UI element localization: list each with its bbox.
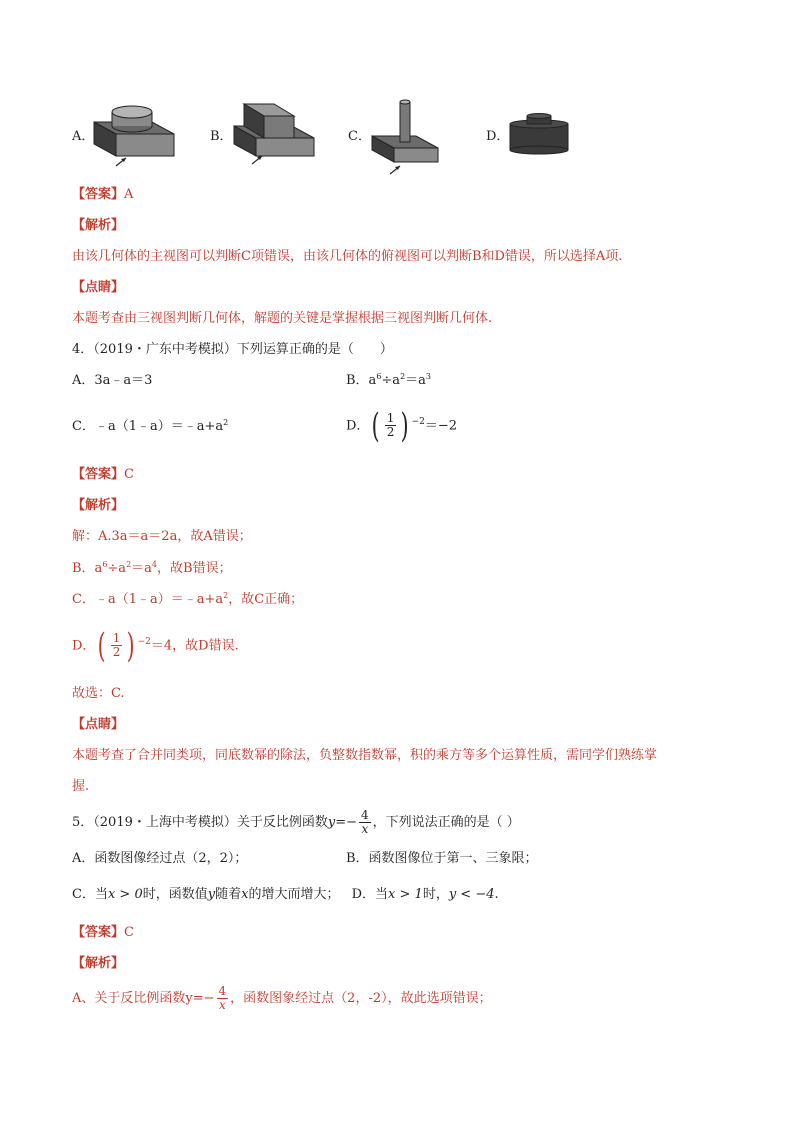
figure-c-block-with-pillar: [366, 98, 444, 176]
q4-option-c: C．$﹣a(1﹣a)=﹣a+a^2$: [72, 418, 229, 434]
option-d-label: D．: [486, 129, 510, 144]
paren-fraction: ( $\frac{1}{2}$ ): [372, 405, 409, 446]
q4-comment-tag: 【点睛】: [72, 717, 125, 732]
option-a-label: A．: [72, 129, 95, 144]
answer-value: A: [124, 187, 134, 202]
q3-comment-tag: 【点睛】: [72, 280, 125, 295]
option-b-label: B．: [210, 129, 233, 144]
q5-option-c-d: C．当x > 0时，函数值y随着x的增大而增大； D．当x > 1时，y < −4.: [72, 887, 499, 902]
q4-solution-2: B．$a^6\div a^2=a^4$，故B错误；: [72, 560, 232, 576]
q4-solution-4: D．( $\frac{1}{2}$ ) −2＝4，故D错误.: [72, 625, 239, 666]
q4-analysis-tag: 【解析】: [72, 498, 125, 513]
q5-option-b: B．函数图像位于第一、三象限；: [346, 851, 538, 866]
answer-tag: 【答案】: [72, 187, 125, 202]
q4-answer: 【答案】C: [72, 467, 134, 482]
q4-solution-1: 解：A.3a＝a＝2a，故A错误；: [72, 529, 252, 544]
q4-option-a: A．3a﹣a＝3: [72, 373, 153, 388]
q5-stem: 5．（2019・上海中考模拟）关于反比例函数y=− $\frac{4}{x}$ ，下列说法正确的是（ ）: [72, 808, 520, 836]
q4-comment-line-2: 握.: [72, 779, 90, 794]
q3-analysis-text: 由该几何体的主视图可以判断C项错误，由该几何体的俯视图可以判断B和D错误，所以选择A项.: [72, 249, 623, 264]
figure-d-stacked-cylinders: [506, 112, 572, 160]
figure-b-stepped-block: [230, 96, 320, 168]
q4-conclusion: 故选：C.: [72, 686, 125, 701]
option-c-label: C．: [348, 129, 371, 144]
q5-option-a: A．函数图像经过点（2，2）；: [72, 851, 248, 866]
q4-stem: 4．（2019・广东中考模拟）下列运算正确的是（ ）: [72, 342, 393, 357]
q4-option-b: B．$a^6\div a^2=a^3$: [346, 372, 432, 388]
q4-solution-3: C．$﹣a(1﹣a)=﹣a+a^2$，故C正确；: [72, 591, 304, 607]
figure-a-block-with-cylinder: [92, 98, 178, 170]
q4-option-d: D．( $\frac{1}{2}$ ) −2＝−2: [346, 404, 457, 449]
q3-answer: [72, 186, 133, 204]
q3-analysis-tag: 【解析】: [72, 218, 125, 233]
q5-analysis-tag: 【解析】: [72, 956, 125, 971]
q5-answer: 【答案】C: [72, 925, 134, 940]
q5-solution-a: A、关于反比例函数y=− $\frac{4}{x}$ ，函数图象经过点（2，-2），故此选项错误；: [72, 984, 492, 1012]
q3-comment-text: 本题考查由三视图判断几何体，解题的关键是掌握根据三视图判断几何体.: [72, 311, 493, 326]
q4-comment-line-1: 本题考查了合并同类项，同底数幂的除法，负整数指数幂，积的乘方等多个运算性质，需同学们熟练掌: [72, 748, 658, 763]
